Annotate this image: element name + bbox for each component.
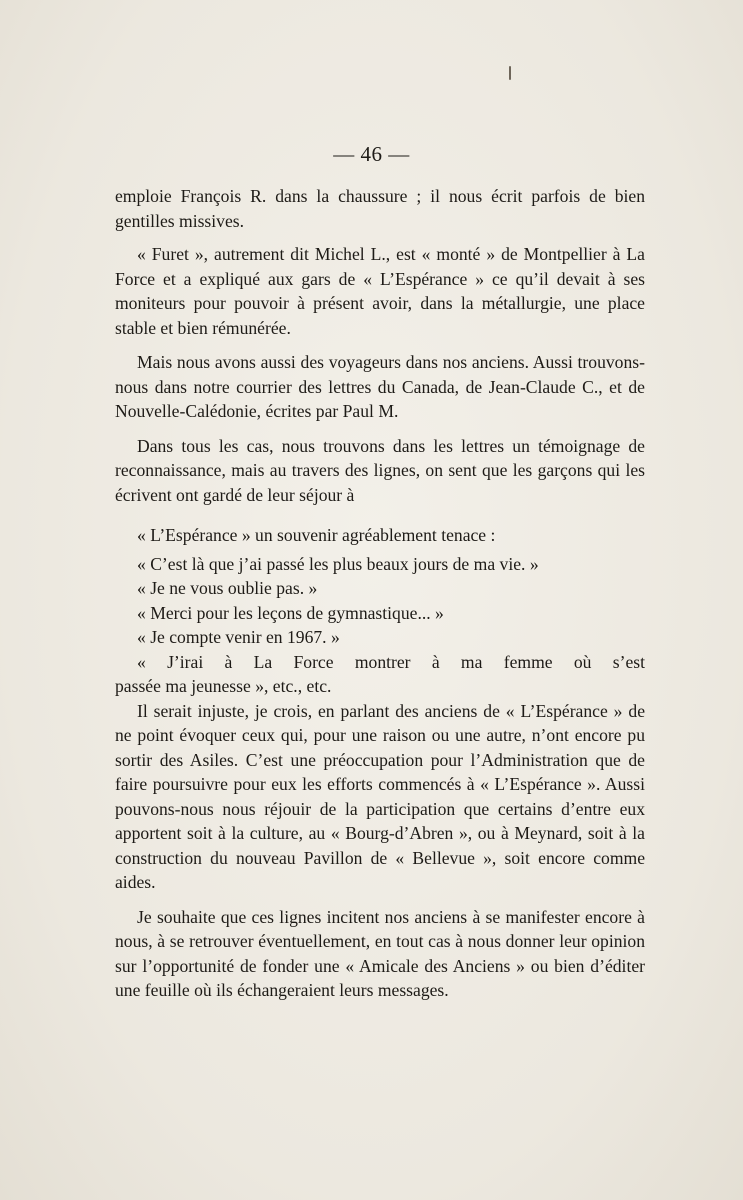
letter-quote-continued: passée ma jeunesse », etc., etc. bbox=[115, 676, 332, 696]
letter-quote: « Je compte venir en 1967. » bbox=[137, 627, 340, 647]
paragraph-continued: emploie François R. dans la chaussure ; il nous écrit parfois de bien gentilles missives. bbox=[115, 186, 645, 231]
page-number: — 46 — bbox=[333, 142, 410, 166]
paragraph-souhait: Je souhaite que ces lignes incitent nos anciens à se manifester encore à nous, à se retrouver éventuellement, en tout cas à nous donner leur opinion sur l’opportunité de fonder une « Amicale des Anciens » ou bien d’éditer une feuille où ils échangeraient leurs messages. bbox=[115, 906, 645, 1000]
letter-quote: « J’irai à La Force montrer à ma femme où s’est bbox=[137, 651, 645, 672]
letter-quote: « C’est là que j’ai passé les plus beaux jours de ma vie. » bbox=[137, 553, 539, 574]
page-body bbox=[115, 184, 645, 1003]
paragraph-voyageurs: Mais nous avons aussi des voyageurs dans nos anciens. Aussi trouvons-nous dans notre courrier des lettres du Canada, de Jean-Claude C., et de Nouvelle-Calédonie, écrites par Paul M. bbox=[115, 352, 645, 421]
paragraph-souvenir: « L’Espérance » un souvenir agréablement tenace : bbox=[137, 525, 496, 545]
letter-quote: « Je ne vous oublie pas. » bbox=[137, 578, 318, 598]
paragraph-asiles: Il serait injuste, je crois, en parlant des anciens de « L’Espérance » de ne point évoquer ceux qui, pour une raison ou une autre, n’ont encore pu sortir des Asiles. C’est une préoccupation pour l’Administration que de faire poursuivre pour eux les efforts commencés à « L’Espérance ». Aussi pouvons-nous nous réjouir de la participation que certains d’entre eux apportent soit à la culture, au « Bourg-d’Abren », ou à Meynard, soit à la construction du nouveau Pavillon de « Bellevue », soit encore comme aides. bbox=[115, 700, 645, 892]
paragraph-temoignage: Dans tous les cas, nous trouvons dans les lettres un témoignage de reconnaissance, mais au travers des lignes, on sent que les garçons qui les écrivent ont gardé de leur séjour à bbox=[115, 435, 645, 505]
print-speck bbox=[509, 66, 511, 80]
paragraph-furet: « Furet », autrement dit Michel L., est « monté » de Montpellier à La Force et a expliqué aux gars de « L’Espérance » ce qu’il devait à ses moniteurs pour pouvoir à présent avoir, dans la métallurgie, une place stable et bien rémunérée. bbox=[115, 244, 645, 338]
letter-quote: « Merci pour les leçons de gymnastique... » bbox=[137, 602, 444, 623]
